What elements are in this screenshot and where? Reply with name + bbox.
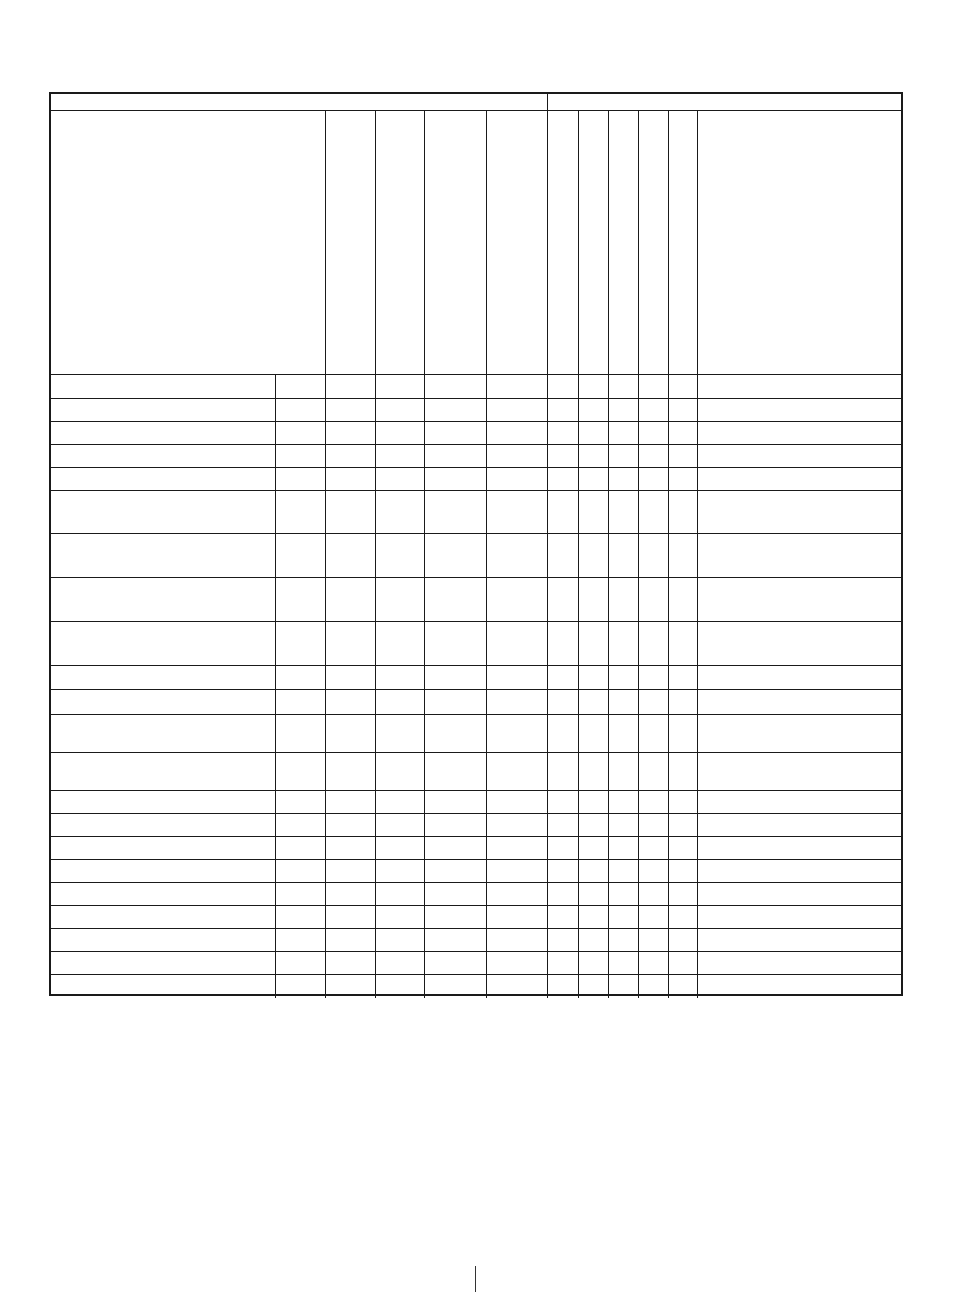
table-cell	[275, 790, 325, 813]
table-cell	[486, 374, 547, 398]
table-cell	[668, 714, 697, 752]
table-cell	[486, 533, 547, 577]
table-cell	[375, 859, 424, 882]
table-cell	[578, 882, 608, 905]
table-cell	[424, 665, 486, 689]
table-cell	[275, 374, 325, 398]
table-cell	[424, 577, 486, 621]
table-cell	[547, 928, 578, 951]
table-cell	[608, 421, 638, 444]
table-cell	[668, 974, 697, 998]
table-cell	[325, 905, 375, 928]
table-cell	[325, 836, 375, 859]
table-cell	[608, 444, 638, 467]
table-cell	[275, 813, 325, 836]
table-cell	[578, 813, 608, 836]
table-cell	[375, 790, 424, 813]
table-cell	[325, 882, 375, 905]
table-cell	[697, 790, 905, 813]
table-cell	[608, 533, 638, 577]
table-cell	[486, 836, 547, 859]
table-cell	[325, 490, 375, 533]
table-cell	[697, 752, 905, 790]
table-cell	[375, 974, 424, 998]
table-cell	[547, 790, 578, 813]
table-cell	[608, 951, 638, 974]
data-table	[49, 92, 903, 996]
table-cell	[486, 398, 547, 421]
table-cell	[608, 490, 638, 533]
table-cell	[668, 421, 697, 444]
table-cell	[697, 836, 905, 859]
table-cell	[578, 374, 608, 398]
table-cell	[608, 689, 638, 714]
table-cell	[486, 577, 547, 621]
table-cell	[668, 752, 697, 790]
table-cell	[697, 421, 905, 444]
table-cell	[275, 444, 325, 467]
table-cell	[424, 689, 486, 714]
table-cell	[486, 665, 547, 689]
table-cell	[697, 928, 905, 951]
table-cell	[547, 398, 578, 421]
table-cell	[375, 421, 424, 444]
table-cell	[638, 928, 668, 951]
table-cell	[547, 533, 578, 577]
table-cell	[375, 467, 424, 490]
table-cell	[275, 467, 325, 490]
table-cell	[547, 444, 578, 467]
table-cell	[51, 859, 275, 882]
table-cell	[697, 813, 905, 836]
table-cell	[668, 689, 697, 714]
table-cell	[638, 533, 668, 577]
table-cell	[578, 951, 608, 974]
table-cell	[375, 714, 424, 752]
table-cell	[638, 421, 668, 444]
table-cell	[325, 752, 375, 790]
table-cell	[375, 905, 424, 928]
table-cell	[547, 374, 578, 398]
table-cell	[638, 490, 668, 533]
table-cell	[325, 421, 375, 444]
table-cell	[375, 533, 424, 577]
table-cell	[375, 374, 424, 398]
table-cell	[697, 577, 905, 621]
table-cell	[638, 859, 668, 882]
table-cell	[578, 859, 608, 882]
table-cell	[578, 533, 608, 577]
table-cell	[51, 665, 275, 689]
header-group-line	[51, 110, 901, 111]
table-cell	[275, 577, 325, 621]
table-cell	[638, 836, 668, 859]
table-cell	[375, 398, 424, 421]
table-cell	[486, 689, 547, 714]
table-cell	[547, 859, 578, 882]
table-cell	[51, 790, 275, 813]
table-cell	[578, 398, 608, 421]
table-cell	[697, 467, 905, 490]
table-cell	[275, 689, 325, 714]
table-cell	[697, 398, 905, 421]
table-cell	[668, 859, 697, 882]
table-cell	[486, 882, 547, 905]
table-cell	[668, 621, 697, 665]
table-cell	[275, 951, 325, 974]
table-cell	[697, 714, 905, 752]
table-cell	[547, 467, 578, 490]
table-cell	[486, 444, 547, 467]
table-cell	[608, 665, 638, 689]
table-cell	[424, 467, 486, 490]
table-cell	[51, 467, 275, 490]
table-cell	[638, 374, 668, 398]
table-cell	[486, 951, 547, 974]
table-cell	[668, 928, 697, 951]
table-cell	[51, 689, 275, 714]
table-cell	[578, 689, 608, 714]
table-cell	[325, 621, 375, 665]
table-cell	[51, 905, 275, 928]
table-cell	[608, 859, 638, 882]
table-cell	[638, 752, 668, 790]
table-cell	[697, 374, 905, 398]
table-cell	[638, 714, 668, 752]
table-cell	[697, 621, 905, 665]
table-cell	[375, 882, 424, 905]
table-cell	[578, 752, 608, 790]
table-cell	[375, 665, 424, 689]
table-cell	[275, 836, 325, 859]
table-cell	[325, 928, 375, 951]
table-cell	[275, 859, 325, 882]
table-cell	[578, 421, 608, 444]
table-cell	[424, 905, 486, 928]
table-cell	[638, 790, 668, 813]
table-cell	[608, 836, 638, 859]
table-cell	[51, 421, 275, 444]
table-cell	[325, 951, 375, 974]
table-cell	[697, 974, 905, 998]
table-cell	[697, 882, 905, 905]
table-cell	[697, 665, 905, 689]
table-cell	[486, 790, 547, 813]
table-cell	[424, 374, 486, 398]
table-cell	[578, 790, 608, 813]
table-cell	[638, 467, 668, 490]
table-cell	[697, 444, 905, 467]
table-cell	[697, 951, 905, 974]
table-cell	[325, 813, 375, 836]
table-cell	[668, 490, 697, 533]
table-cell	[486, 621, 547, 665]
table-cell	[608, 882, 638, 905]
table-cell	[375, 621, 424, 665]
table-cell	[547, 882, 578, 905]
table-cell	[424, 533, 486, 577]
table-cell	[638, 974, 668, 998]
table-cell	[325, 374, 375, 398]
table-cell	[638, 813, 668, 836]
table-cell	[668, 790, 697, 813]
table-cell	[638, 444, 668, 467]
table-cell	[424, 752, 486, 790]
table-cell	[608, 905, 638, 928]
table-cell	[608, 621, 638, 665]
table-cell	[424, 621, 486, 665]
table-cell	[325, 444, 375, 467]
table-cell	[424, 836, 486, 859]
table-cell	[578, 714, 608, 752]
table-cell	[638, 577, 668, 621]
table-cell	[51, 621, 275, 665]
table-cell	[424, 790, 486, 813]
table-cell	[486, 859, 547, 882]
table-cell	[325, 398, 375, 421]
table-cell	[608, 752, 638, 790]
table-cell	[578, 621, 608, 665]
table-cell	[375, 444, 424, 467]
table-cell	[547, 813, 578, 836]
table-cell	[375, 490, 424, 533]
table-cell	[424, 813, 486, 836]
table-cell	[668, 374, 697, 398]
table-cell	[608, 714, 638, 752]
table-cell	[547, 836, 578, 859]
table-cell	[578, 467, 608, 490]
table-cell	[51, 714, 275, 752]
table-cell	[424, 714, 486, 752]
table-cell	[608, 974, 638, 998]
table-cell	[608, 790, 638, 813]
table-cell	[547, 752, 578, 790]
table-cell	[325, 533, 375, 577]
table-cell	[697, 905, 905, 928]
table-cell	[668, 444, 697, 467]
table-cell	[51, 836, 275, 859]
table-cell	[668, 398, 697, 421]
table-cell	[375, 928, 424, 951]
table-cell	[608, 374, 638, 398]
table-cell	[638, 665, 668, 689]
header-group-divider	[547, 94, 548, 110]
table-cell	[668, 813, 697, 836]
table-cell	[638, 951, 668, 974]
table-cell	[275, 490, 325, 533]
table-cell	[325, 714, 375, 752]
table-cell	[547, 905, 578, 928]
table-cell	[668, 836, 697, 859]
table-cell	[668, 577, 697, 621]
table-cell	[51, 490, 275, 533]
table-cell	[547, 421, 578, 444]
table-cell	[697, 689, 905, 714]
table-cell	[638, 689, 668, 714]
table-cell	[668, 665, 697, 689]
table-cell	[608, 398, 638, 421]
table-cell	[547, 974, 578, 998]
table-cell	[325, 790, 375, 813]
table-cell	[486, 928, 547, 951]
table-cell	[325, 859, 375, 882]
table-cell	[424, 398, 486, 421]
table-cell	[697, 490, 905, 533]
table-cell	[275, 421, 325, 444]
table-cell	[275, 621, 325, 665]
table-cell	[51, 533, 275, 577]
table-cell	[424, 882, 486, 905]
table-cell	[668, 951, 697, 974]
table-cell	[325, 467, 375, 490]
table-cell	[547, 951, 578, 974]
table-cell	[578, 490, 608, 533]
table-cell	[608, 467, 638, 490]
table-cell	[275, 533, 325, 577]
table-cell	[51, 577, 275, 621]
table-cell	[578, 577, 608, 621]
table-cell	[486, 714, 547, 752]
table-cell	[424, 859, 486, 882]
table-cell	[547, 689, 578, 714]
table-cell	[375, 836, 424, 859]
table-cell	[275, 928, 325, 951]
table-cell	[578, 444, 608, 467]
table-cell	[578, 836, 608, 859]
table-cell	[424, 928, 486, 951]
table-cell	[578, 928, 608, 951]
table-cell	[51, 444, 275, 467]
table-cell	[424, 951, 486, 974]
table-cell	[325, 689, 375, 714]
table-cell	[275, 882, 325, 905]
table-cell	[486, 752, 547, 790]
table-cell	[424, 444, 486, 467]
table-cell	[638, 905, 668, 928]
table-cell	[668, 882, 697, 905]
table-cell	[668, 467, 697, 490]
table-cell	[608, 813, 638, 836]
table-cell	[638, 398, 668, 421]
table-cell	[547, 621, 578, 665]
table-cell	[51, 882, 275, 905]
table-cell	[668, 905, 697, 928]
table-cell	[325, 665, 375, 689]
table-cell	[275, 665, 325, 689]
table-cell	[697, 859, 905, 882]
table-cell	[547, 665, 578, 689]
table-cell	[638, 882, 668, 905]
table-cell	[547, 490, 578, 533]
table-cell	[578, 974, 608, 998]
table-cell	[486, 974, 547, 998]
table-cell	[325, 974, 375, 998]
table-cell	[424, 974, 486, 998]
table-cell	[486, 490, 547, 533]
table-cell	[638, 621, 668, 665]
table-cell	[51, 951, 275, 974]
table-cell	[486, 905, 547, 928]
table-cell	[424, 490, 486, 533]
table-cell	[697, 533, 905, 577]
table-cell	[608, 928, 638, 951]
table-cell	[51, 928, 275, 951]
page-separator-mark	[475, 1266, 476, 1292]
table-cell	[51, 974, 275, 998]
table-cell	[486, 467, 547, 490]
table-cell	[668, 533, 697, 577]
table-cell	[275, 398, 325, 421]
table-cell	[275, 714, 325, 752]
table-cell	[325, 577, 375, 621]
table-cell	[486, 421, 547, 444]
table-cell	[578, 665, 608, 689]
table-cell	[51, 398, 275, 421]
table-cell	[275, 974, 325, 998]
table-cell	[424, 421, 486, 444]
table-cell	[547, 714, 578, 752]
table-cell	[275, 905, 325, 928]
table-cell	[375, 813, 424, 836]
table-cell	[51, 813, 275, 836]
table-cell	[578, 905, 608, 928]
table-cell	[375, 951, 424, 974]
table-cell	[375, 689, 424, 714]
table-cell	[608, 577, 638, 621]
table-cell	[375, 752, 424, 790]
table-cell	[275, 752, 325, 790]
table-cell	[51, 752, 275, 790]
table-cell	[375, 577, 424, 621]
table-cell	[486, 813, 547, 836]
table-cell	[547, 577, 578, 621]
table-cell	[51, 374, 275, 398]
